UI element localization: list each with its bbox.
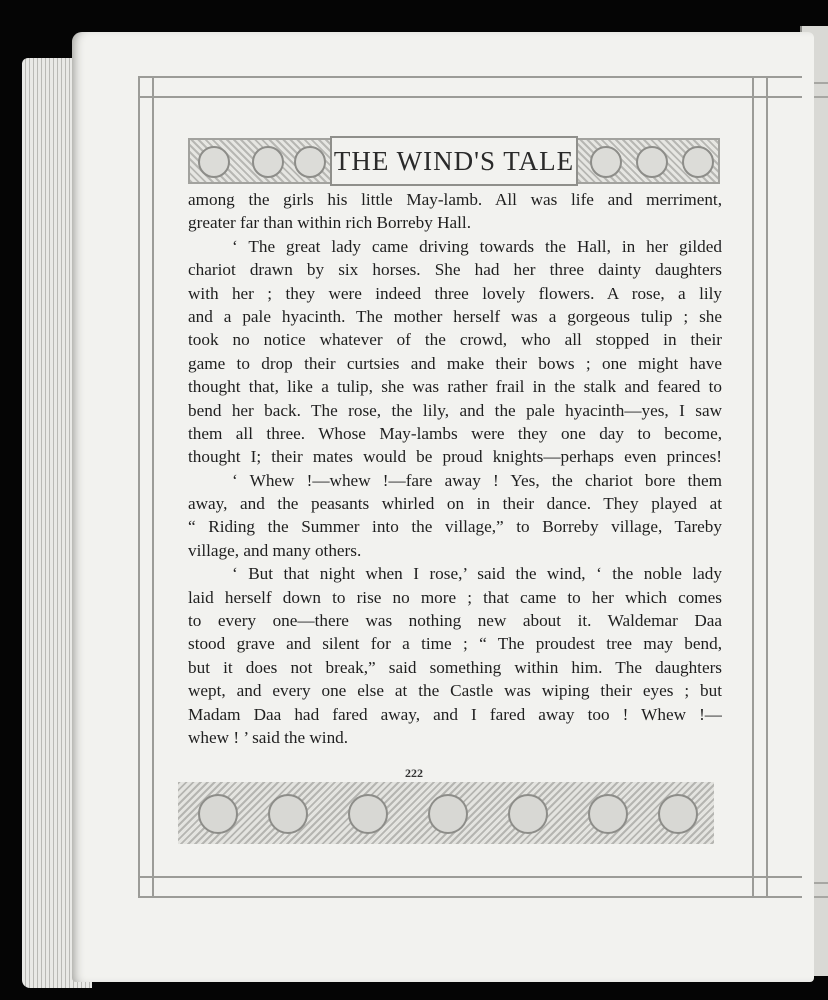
title-cartouche (330, 136, 578, 186)
text-line: “ Riding the Summer into the village,” to Borreby village, Tareby (188, 517, 722, 537)
text-line: wept, and every one else at the Castle was wiping their eyes ; but (188, 681, 722, 701)
text-line: bend her back. The rose, the lily, and the pale hyacinth—yes, I saw (188, 400, 722, 420)
text-line: took no notice whatever of the crowd, who all stopped in their (188, 330, 722, 350)
text-line: and a pale hyacinth. The mother herself was a gorgeous tulip ; she (188, 306, 722, 326)
text-line: Madam Daa had fared away, and I fared away too ! Whew !— (188, 704, 722, 724)
text-line: whew ! ’ said the wind. (188, 727, 349, 747)
footer-ornament (178, 782, 714, 844)
text-line: thought I; their mates would be proud knights—perhaps even princes! (188, 447, 722, 467)
text-line: village, and many others. (188, 540, 362, 560)
page-number: 222 (405, 766, 423, 780)
text-line: them all three. Whose May-lambs were they one day to become, (188, 423, 722, 443)
text-line: but it does not break,” said something within him. The daughters (188, 657, 722, 677)
text-line: ‘ Whew !—whew !—fare away ! Yes, the chariot bore them (232, 470, 722, 490)
text-line: game to drop their curtsies and make their bows ; one might have (188, 353, 722, 373)
body-text (188, 188, 722, 749)
text-line: stood grave and silent for a time ; “ The proudest tree may bend, (188, 634, 722, 654)
text-line: ‘ The great lady came driving towards the Hall, in her gilded (232, 236, 722, 256)
text-line: to every one—there was nothing new about it. Waldemar Daa (188, 611, 722, 631)
text-line: with her ; they were indeed three lovely flowers. A rose, a lily (188, 283, 722, 303)
text-line: thought that, like a tulip, she was rather frail in the stalk and feared to (188, 377, 722, 397)
text-line: among the girls his little May-lamb. All was life and merriment, (188, 190, 722, 209)
text-line: chariot drawn by six horses. She had her three dainty daughters (188, 260, 722, 280)
page-title: THE WIND'S TALE (333, 145, 575, 176)
text-line: greater far than within rich Borreby Hall. (188, 213, 472, 233)
text-line: ‘ But that night when I rose,’ said the wind, ‘ the noble lady (232, 564, 722, 584)
text-line: away, and the peasants whirled on in their dance. They played at (188, 494, 722, 514)
text-line: laid herself down to rise no more ; that came to her which comes (188, 587, 722, 607)
